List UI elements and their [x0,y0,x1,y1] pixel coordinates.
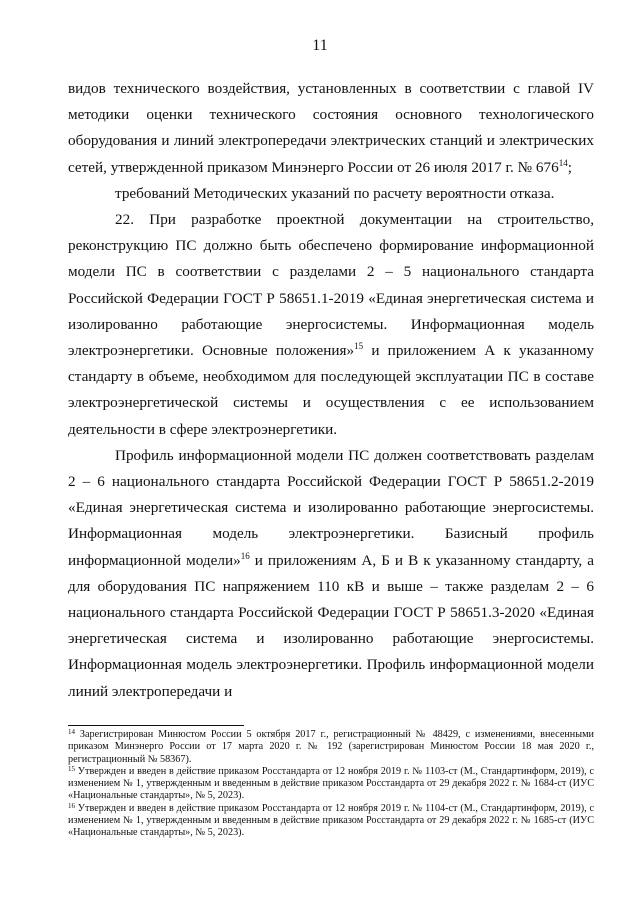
footnote-divider [68,725,244,726]
footnote-15-text: Утвержден и введен в действие приказом Росстандарта от 12 ноября 2019 г. № 1103-ст (М., Стандартинформ, 2019), с изменением № 1, утвержденным и введенным в действие приказом Росстандарта от 29 декабря 2022 г. № 1684-ст (ИУС «Национальные стандарты», № 5, 2023). [68,765,594,802]
paragraph-2: требований Методических указаний по расчету вероятности отказа. [115,184,555,202]
paragraph-1-end: ; [567,158,572,176]
paragraph-4-text: Профиль информационной модели ПС должен соответствовать разделам 2 – 6 национального стандарта Российской Федерации ГОСТ Р 58651.2-2019 «Единая энергетическая система и изолированно работающие энергосистемы. Информационная модель электроэнергетики. Базисный профиль информационной модели» [68,446,594,569]
page-number: 11 [312,37,328,54]
footnote-ref-15: 15 [354,341,364,352]
footnote-16-text: Утвержден и введен в действие приказом Росстандарта от 12 ноября 2019 г. № 1104-ст (М., Стандартинформ, 2019), с изменением № 1, утвержденным и введенным в действие приказом Росстандарта от 29 декабря 2022 г. № 1685-ст (ИУС «Национальные стандарты», № 5, 2023). [68,802,594,839]
footnote-16 [68,803,594,840]
paragraph-3-text: 22. При разработке проектной документации на строительство, реконструкцию ПС должно быть обеспечено формирование информационной модели ПС в соответствии с разделами 2 – 5 национального стандарта Российской Федерации ГОСТ Р 58651.1-2019 «Единая энергетическая система и изолированно работающие энергосистемы. Информационная модель электроэнергетики. Основные положения» [68,211,594,360]
body-text [68,76,594,705]
footnote-14-text: Зарегистрирован Минюстом России 5 октября 2017 г., регистрационный № 48429, с изменениями, внесенными приказом Минэнерго России от 17 марта 2020 г. № 192 (зарегистрирован Минюстом России 18 мая 2020 г., регистрационный № 58367). [68,729,594,765]
footnote-ref-16: 16 [240,550,250,561]
footnotes [68,729,594,840]
footnote-16-mark: 16 [68,801,75,810]
footnote-ref-14: 14 [558,157,568,168]
paragraph-1 [68,76,594,181]
footnote-15-mark: 15 [68,764,75,773]
paragraph-1-text: видов технического воздействия, установленных в соответствии с главой IV методики оценки технического состояния основного технологического оборудования и линий электропередачи электрических станций и электрических сетей, утвержденной приказом Минэнерго России от 26 июля 2017 г. № 676 [68,80,594,176]
footnote-14-mark: 14 [68,728,75,736]
footnote-14 [68,729,594,766]
paragraph-3 [68,207,594,443]
footnote-15 [68,766,594,803]
paragraph-3-end: и приложением А к указанному стандарту в объеме, необходимом для последующей эксплуатации ПС в составе электроэнергетической системы и осуществления с ее использованием деятельности в сфере электроэнергетики. [68,342,595,438]
paragraph-4 [68,443,594,705]
paragraph-4-end: и приложениям А, Б и В к указанному стандарту, а для оборудования ПС напряжением 110 кВ и выше – также разделам 2 – 6 национального стандарта Российской Федерации ГОСТ Р 58651.3-2020 «Единая энергетическая система и изолированно работающие энергосистемы. Информационная модель электроэнергетики. Профиль информационной модели линий электропередачи и [68,551,594,700]
